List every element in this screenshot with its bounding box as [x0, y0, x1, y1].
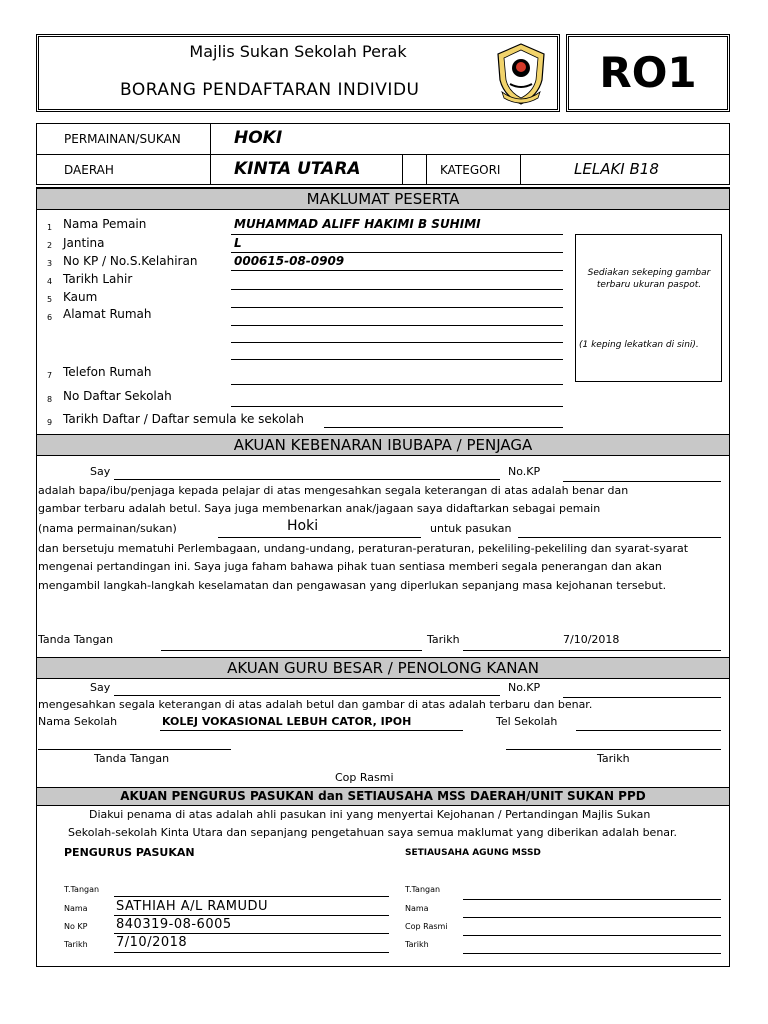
field-line-race[interactable]: [231, 307, 563, 308]
field-line-dob[interactable]: [231, 289, 563, 290]
field-label-name: Nama Pemain: [63, 217, 147, 231]
field-value-gender[interactable]: L: [234, 236, 242, 250]
field-label-address: Alamat Rumah: [63, 307, 152, 321]
parent-name-line[interactable]: [114, 479, 500, 480]
field-label-ic: No KP / No.S.Kelahiran: [63, 254, 198, 268]
category-label: KATEGORI: [440, 163, 501, 177]
parent-ic-line[interactable]: [563, 481, 721, 482]
field-line-school-reg[interactable]: [231, 406, 563, 407]
form-code: RO1: [599, 48, 697, 97]
field-label-gender: Jantina: [63, 236, 105, 250]
principal-date-line[interactable]: [506, 749, 721, 750]
sport-value: HOKI: [234, 128, 283, 148]
field-line-address-3[interactable]: [231, 359, 563, 360]
photo-note: Sediakan sekeping gambar terbaru ukuran paspot.: [587, 268, 711, 290]
field-line-reg-date[interactable]: [324, 427, 563, 428]
manager-name-value[interactable]: SATHIAH A/L RAMUDU: [116, 899, 269, 914]
field-label-school-reg: No Daftar Sekolah: [63, 389, 172, 403]
parent-sign-line[interactable]: [161, 650, 422, 651]
parent-date-value[interactable]: 7/10/2018: [563, 633, 620, 646]
field-value-name[interactable]: MUHAMMAD ALIFF HAKIMI B SUHIMI: [234, 217, 481, 231]
field-line-phone[interactable]: [231, 384, 563, 385]
principal-title: AKUAN GURU BESAR / PENOLONG KANAN: [227, 659, 539, 677]
school-name-value[interactable]: KOLEJ VOKASIONAL LEBUH CATOR, IPOH: [162, 715, 412, 728]
manager-heading: PENGURUS PASUKAN: [64, 846, 195, 859]
manager-title: AKUAN PENGURUS PASUKAN dan SETIAUSAHA MSS DAERAH/UNIT SUKAN PPD: [120, 789, 646, 803]
crest-logo: [492, 40, 550, 108]
district-value: KINTA UTARA: [234, 159, 361, 179]
field-label-race: Kaum: [63, 290, 98, 304]
secretary-name-line[interactable]: [463, 917, 721, 918]
manager-sign-line[interactable]: [114, 896, 389, 897]
field-label-dob: Tarikh Lahir: [63, 272, 133, 286]
principal-sign-line[interactable]: [38, 749, 231, 750]
district-label: DAERAH: [64, 163, 114, 177]
field-line-address-2[interactable]: [231, 342, 563, 343]
category-value: LELAKI B18: [574, 160, 659, 178]
manager-date-value[interactable]: 7/10/2018: [116, 935, 188, 950]
principal-name-line[interactable]: [114, 695, 500, 696]
field-line-address-1[interactable]: [231, 325, 563, 326]
sport-label: PERMAINAN/SUKAN: [64, 132, 181, 146]
participant-title: MAKLUMAT PESERTA: [306, 190, 460, 208]
field-label-reg-date: Tarikh Daftar / Daftar semula ke sekolah: [63, 412, 304, 426]
secretary-stamp-line[interactable]: [463, 935, 721, 936]
stamp-label: Cop Rasmi: [335, 771, 394, 784]
secretary-date-line[interactable]: [463, 953, 721, 954]
parent-sport-value[interactable]: Hoki: [287, 518, 319, 534]
photo-note-2: (1 keping lekatkan di sini).: [579, 340, 699, 350]
photo-box[interactable]: [575, 234, 722, 382]
school-tel-line[interactable]: [576, 730, 721, 731]
org-name: Majlis Sukan Sekolah Perak: [189, 42, 407, 61]
parent-title: AKUAN KEBENARAN IBUBAPA / PENJAGA: [233, 436, 533, 454]
field-value-ic[interactable]: 000615-08-0909: [234, 254, 345, 268]
secretary-sign-line[interactable]: [463, 899, 721, 900]
parent-team-line[interactable]: [518, 537, 721, 538]
field-label-phone: Telefon Rumah: [63, 365, 152, 379]
manager-ic-value[interactable]: 840319-08-6005: [116, 917, 232, 932]
form-title: BORANG PENDAFTARAN INDIVIDU: [120, 80, 420, 100]
secretary-heading: SETIAUSAHA AGUNG MSSD: [405, 848, 541, 858]
